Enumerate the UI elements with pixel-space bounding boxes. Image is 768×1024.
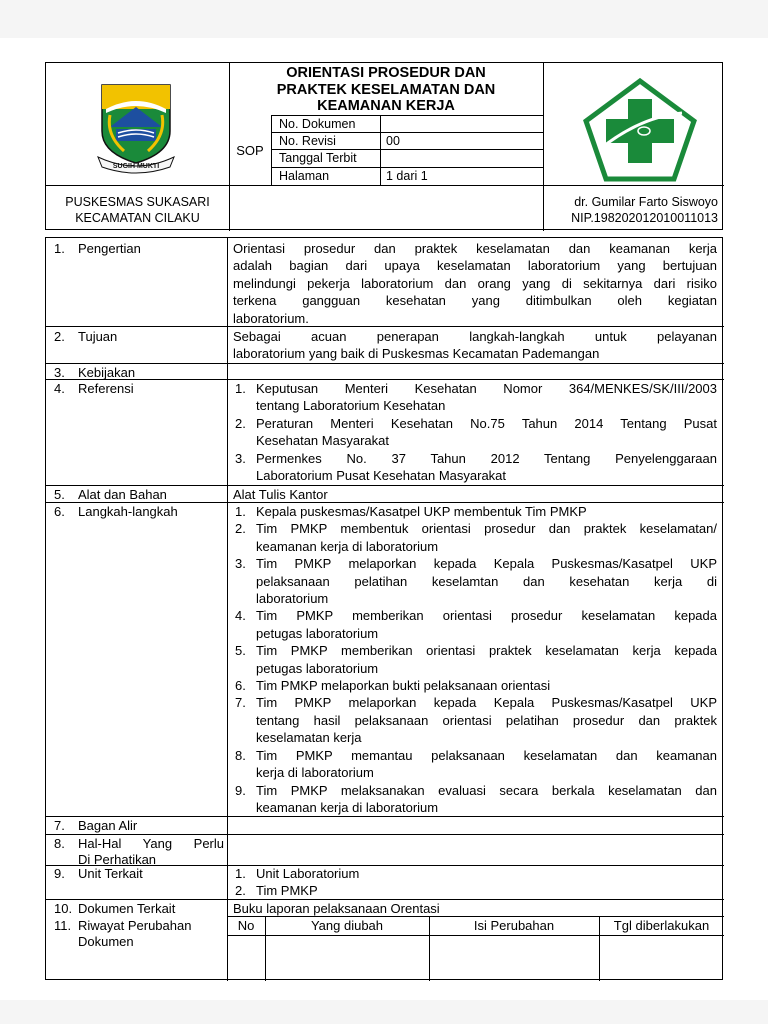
list-item: 2. Tim PMKP membentuk orientasi prosedur dan praktek keselamatan/ keamanan kerja di laboratorium bbox=[235, 521, 717, 554]
table-divider bbox=[46, 834, 724, 835]
page-margin-top bbox=[0, 0, 768, 38]
row-label-riwayat-perubahan-dokumen: 11. Riwayat Perubahan Dokumen bbox=[54, 918, 192, 949]
table-divider bbox=[227, 238, 228, 981]
row-label-dokumen-terkait: 10. Dokumen Terkait bbox=[54, 901, 176, 916]
list-item: 5. Tim PMKP memberikan orientasi praktek keselamatan kerja kepada petugas laboratorium bbox=[235, 643, 717, 676]
list-item: 1. Keputusan Menteri Kesehatan Nomor 364/MENKES/SK/III/2003 tentang Laboratorium Kesehatan bbox=[235, 381, 717, 414]
row-label-langkah-langkah: 6. Langkah-langkah bbox=[54, 504, 178, 519]
meta-label-halaman: Halaman bbox=[279, 169, 330, 183]
meta-value-halaman: 1 dari 1 bbox=[386, 169, 428, 183]
header-divider bbox=[271, 115, 272, 185]
signer-nip: NIP.198202012010011013 bbox=[571, 210, 718, 225]
meta-value-no-revisi: 00 bbox=[386, 134, 400, 148]
document-title: ORIENTASI PROSEDUR DAN PRAKTEK KESELAMATAN DAN KEAMANAN KERJA bbox=[276, 65, 496, 114]
list-item: 3. Tim PMKP melaporkan kepada Kepala Puskesmas/Kasatpel UKP pelaksanaan pelatihan keselamtan dan kesehatan kerja di laboratorium bbox=[235, 556, 717, 607]
list-item: 2. Peraturan Menteri Kesehatan No.75 Tahun 2014 Tentang Pusat Kesehatan Masyarakat bbox=[235, 415, 717, 449]
row-label-hal-hal-yang-perlu-di-perhatikan: 8. Hal-Hal Yang Perlu Di Perhatikan bbox=[54, 836, 224, 867]
alat-dan-bahan-value: Alat Tulis Kantor bbox=[233, 487, 328, 502]
row-label-unit-terkait: 9. Unit Terkait bbox=[54, 866, 143, 881]
sop-header-table bbox=[45, 62, 723, 230]
row-label-tujuan: 2. Tujuan bbox=[54, 329, 118, 344]
sop-content-table bbox=[45, 237, 723, 980]
row-label-pengertian: 1. Pengertian bbox=[54, 241, 141, 256]
langkah-langkah-list bbox=[233, 503, 717, 816]
list-item: 8. Tim PMKP memantau pelaksanaan keselamatan dan keamanan kerja di laboratorium bbox=[235, 747, 717, 781]
row-label-kebijakan: 3. Kebijakan bbox=[54, 365, 136, 380]
list-item: 9. Tim PMKP melaksanakan evaluasi secara berkala keselamatan dan keamanan kerja di laboratorium bbox=[235, 782, 717, 815]
list-item: 1. Kepala puskesmas/Kasatpel UKP membentuk Tim PMKP bbox=[235, 504, 587, 519]
organization-name: PUSKESMAS SUKASARI KECAMATAN CILAKU bbox=[65, 195, 210, 225]
header-divider bbox=[380, 115, 381, 185]
referensi-list bbox=[233, 380, 717, 484]
revision-table-header-no: No bbox=[237, 918, 255, 933]
sop-label: SOP bbox=[236, 143, 264, 158]
list-item: 1. Unit Laboratorium bbox=[235, 866, 360, 881]
signer-name: dr. Gumilar Farto Siswoyo bbox=[574, 195, 718, 209]
revision-table-header-isi-perubahan: Isi Perubahan bbox=[473, 918, 555, 933]
table-divider bbox=[46, 363, 724, 364]
tujuan-text: Sebagai acuan penerapan langkah-langkah untuk pelayanan laboratorium yang baik di Puskesmas Kecamatan Pademangan bbox=[233, 329, 717, 362]
list-item: 3. Permenkes No. 37 Tahun 2012 Tentang Penyelenggaraan Laboratorium Pusat Kesehatan Masyarakat bbox=[235, 450, 717, 484]
page-margin-bottom bbox=[0, 1000, 768, 1024]
meta-label-no-dokumen: No. Dokumen bbox=[279, 117, 356, 131]
meta-label-no-revisi: No. Revisi bbox=[279, 134, 336, 148]
signer-block bbox=[543, 195, 724, 226]
revision-table-header-yang-diubah: Yang diubah bbox=[310, 918, 384, 933]
table-divider bbox=[227, 935, 724, 936]
list-item: 7. Tim PMKP melaporkan kepada Kepala Puskesmas/Kasatpel UKP tentang hasil pelaksanaan orientasi pelatihan prosedur dan praktek keselamatan kerja bbox=[235, 695, 717, 746]
unit-terkait-list bbox=[233, 865, 717, 900]
list-item: 6. Tim PMKP melaporkan bukti pelaksanaan orientasi bbox=[235, 678, 551, 694]
row-label-alat-dan-bahan: 5. Alat dan Bahan bbox=[54, 487, 167, 502]
row-label-bagan-alir: 7. Bagan Alir bbox=[54, 818, 138, 833]
regency-emblem-logo bbox=[96, 79, 176, 177]
header-divider bbox=[46, 185, 724, 186]
list-item: 4. Tim PMKP memberikan orientasi prosedur keselamatan kepada petugas laboratorium bbox=[235, 608, 717, 641]
pengertian-text: Orientasi prosedur dan praktek keselamatan dan keamanan kerja adalah bagian dari upaya keselamatan laboratorium yang bertujuan melindungi pekerja laboratorium dan orang yang di sekitarnya dari risiko terkena gangguan kesehatan yang ditimbulkan oleh kegiatan laboratorium. bbox=[233, 241, 717, 326]
svg-text:SUGIH MUKTI: SUGIH MUKTI bbox=[112, 163, 160, 170]
revision-table-header-tgl-diberlakukan: Tgl diberlakukan bbox=[613, 918, 710, 933]
meta-label-tanggal-terbit: Tanggal Terbit bbox=[279, 151, 357, 165]
puskesmas-logo bbox=[580, 77, 700, 183]
dokumen-terkait-value: Buku laporan pelaksanaan Orentasi bbox=[233, 901, 440, 916]
list-item: 2. Tim PMKP bbox=[235, 883, 318, 899]
row-label-referensi: 4. Referensi bbox=[54, 381, 134, 396]
